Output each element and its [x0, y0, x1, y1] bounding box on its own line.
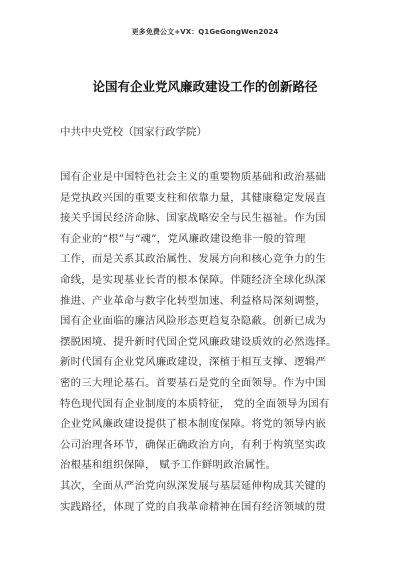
body-line: 其次，全面从严治党向纵深发展与基层延伸构成其关键的 [60, 479, 327, 492]
body-line: 企业党风廉政建设提供了根本制度保障。将党的领导内嵌 [60, 418, 327, 431]
header-watermark: 更多免费公文+VX：Q1GeGongWen2024 [131, 28, 279, 36]
body-line: 公司治理各环节，确保正确政治方向，有利于构筑坚实政 [60, 438, 327, 451]
body-line: 治根基和组织保障， 赋予工作鲜明政治属性。 [60, 459, 277, 472]
body-line: 国有企业面临的廉洁风险形态更趋复杂隐蔽。创新已成为 [60, 315, 327, 328]
body-line: 密的三大理论基石。首要基石是党的全面领导。作为中国 [60, 376, 327, 389]
body-line: 摆脱困境、提升新时代国企党风廉政建设质效的必然选择。 [60, 335, 337, 348]
body-line: 新时代国有企业党风廉政建设，深植于相互支撑、逻辑严 [60, 356, 327, 369]
body-line: 特色现代国有企业制度的本质特征， 党的全面领导为国有 [60, 397, 330, 410]
body-line: 实践路径，体现了党的自我革命精神在国有经济领域的贯 [60, 500, 327, 513]
body-line: 接关乎国民经济命脉、国家战略安全与民生福祉。作为国 [60, 212, 327, 225]
article-author: 中共中央党校（国家行政学院） [60, 126, 207, 138]
body-line: 有企业的“根”与“魂”，党风廉政建设绝非一般的管理 [60, 232, 306, 245]
body-line: 是党执政兴国的重要支柱和依靠力量，其健康稳定发展直 [60, 191, 327, 204]
body-line: 国有企业是中国特色社会主义的重要物质基础和政治基础 [60, 171, 327, 183]
article-title: 论国有企业党风廉政建设工作的创新路径 [92, 79, 318, 94]
body-line: 工作，而是关系其政治属性、发展方向和核心竞争力的生 [60, 253, 327, 266]
body-line: 推进、产业革命与数字化转型加速、利益格局深刻调整， [60, 294, 327, 307]
body-line: 命线，是实现基业长青的根本保障。伴随经济全球化纵深 [60, 273, 327, 286]
article-body [60, 167, 360, 517]
